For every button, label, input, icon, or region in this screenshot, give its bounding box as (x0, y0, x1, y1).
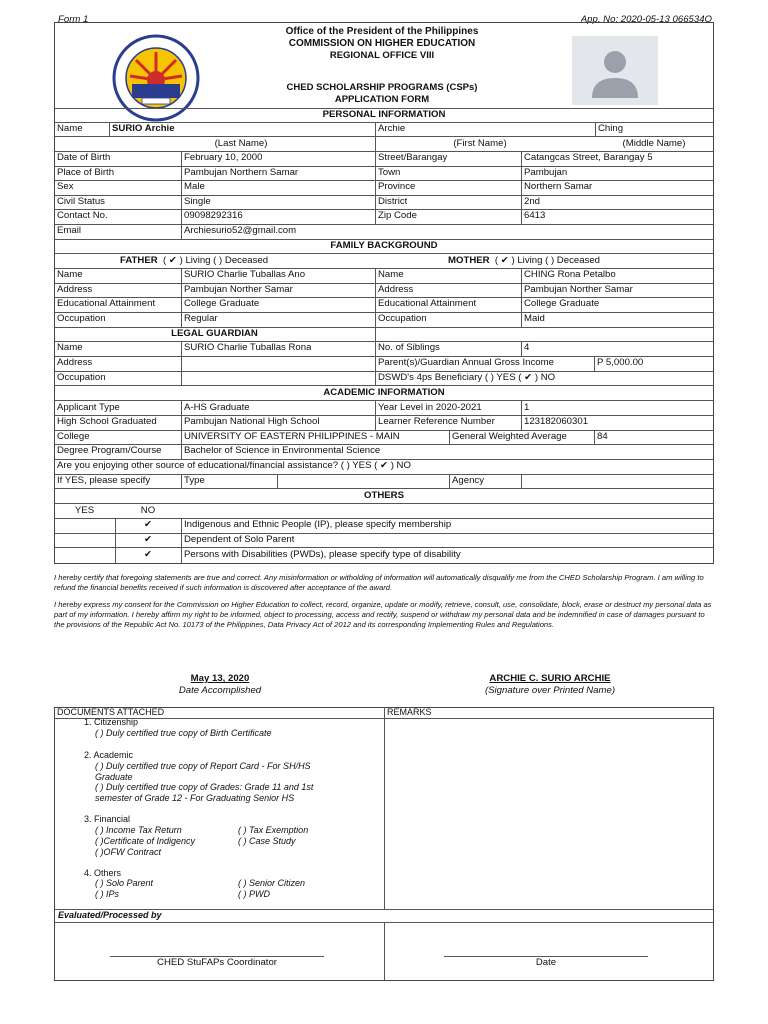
email-label: Email (57, 225, 81, 236)
father-status: ( ✔ ) Living ( ) Deceased (163, 255, 269, 266)
mother-occupation-value: Maid (524, 313, 545, 324)
doc-report-card: ( ) Duly certified true copy of Report Card - For SH/HS (95, 761, 311, 771)
date-accomplished-label: Date Accomplished (178, 685, 262, 696)
section-personal-information: PERSONAL INFORMATION (322, 109, 446, 120)
others-no-header: NO (140, 505, 156, 516)
middle-name-caption: (Middle Name) (622, 138, 686, 149)
printed-name-value: ARCHIE C. SURIO ARCHIE (489, 673, 611, 684)
documents-attached-heading: DOCUMENTS ATTACHED (57, 707, 165, 717)
mother-address-value: Pambujan Norther Samar (524, 284, 633, 295)
pwd-item: Persons with Disabilities (PWDs), please specify type of disability (184, 549, 461, 560)
email-value: Archiesurio52@gmail.com (184, 225, 297, 236)
father-name-value: SURIO Charlie Tuballas Ano (184, 269, 306, 280)
mother-occupation-label: Occupation (378, 313, 427, 324)
mother-heading (448, 254, 600, 268)
pob-value: Pambujan Northern Samar (184, 167, 299, 178)
doc-grades: ( ) Duly certified true copy of Grades: Grade 11 and 1st (95, 782, 314, 792)
avatar-icon (572, 36, 658, 105)
signature-label: (Signature over Printed Name) (484, 685, 616, 696)
form-label: Form 1 (58, 14, 89, 25)
form-title: CHED SCHOLARSHIP PROGRAMS (CSPs) (286, 82, 478, 93)
header-region: REGIONAL OFFICE VIII (329, 50, 435, 61)
guardian-occupation-label: Occupation (57, 372, 106, 383)
degree-label: Degree Program/Course (57, 445, 162, 456)
guardian-address-label: Address (57, 357, 93, 368)
academic-heading: 2. Academic (84, 750, 134, 760)
sex-label: Sex (57, 181, 74, 192)
guardian-name-label: Name (57, 342, 83, 353)
doc-ofw-contract: ( )OFW Contract (95, 847, 162, 857)
data-privacy-consent: I hereby express my consent for the Commission on Higher Education to collect, record, organize, update or modify, retrieve, consult, use, consolidate, block, erase or destruct my personal data as part of my information. I hereby affirm my right to be informed, object to processing, access and rectify, suspend or withdraw my personal data and be indemnified in case of damages pursuant to the provisions of the Republic Act No. 10173 of the Philippines, Data Privacy Act of 2012 and its corresponding Implementing Rules and Regulations. (54, 600, 712, 629)
doc-senior-citizen: ( ) Senior Citizen (238, 878, 306, 888)
pwd-no-check: ✔ (143, 549, 153, 560)
year-level-value: 1 (524, 402, 530, 413)
dswd-4ps-field: DSWD's 4ps Beneficiary ( ) YES ( ✔ ) NO (378, 372, 556, 383)
high-school-value: Pambujan National High School (184, 416, 320, 427)
other-assistance-question: Are you enjoying other source of educational/financial assistance? ( ) YES ( ✔ ) NO (57, 460, 411, 471)
doc-birth-certificate: ( ) Duly certified true copy of Birth Certificate (95, 728, 272, 738)
agency-label: Agency (452, 475, 484, 486)
street-value: Catangcas Street, Barangay 5 (524, 152, 653, 163)
section-others: OTHERS (364, 490, 404, 501)
applicant-type-value: A-HS Graduate (184, 402, 250, 413)
name-label: Name (57, 123, 83, 134)
mother-label: MOTHER (448, 255, 490, 266)
province-label: Province (378, 181, 416, 192)
first-name-caption: (First Name) (453, 138, 507, 149)
town-value: Pambujan (524, 167, 568, 178)
civil-status-label: Civil Status (57, 196, 105, 207)
father-label: FATHER (120, 255, 158, 266)
mother-status: ( ✔ ) Living ( ) Deceased (494, 255, 600, 266)
income-value: P 5,000.00 (597, 357, 644, 368)
others-doc-heading: 4. Others (84, 868, 122, 878)
college-label: College (57, 431, 90, 442)
others-yes-header: YES (74, 505, 95, 516)
lrn-label: Learner Reference Number (378, 416, 495, 427)
remarks-heading: REMARKS (387, 707, 432, 717)
doc-grades-cont: semester of Grade 12 - For Graduating Senior HS (95, 793, 295, 803)
evaluated-by-label: Evaluated/Processed by (58, 910, 162, 920)
province-value: Northern Samar (524, 181, 593, 192)
form-subtitle: APPLICATION FORM (334, 94, 430, 105)
siblings-value: 4 (524, 342, 530, 353)
middle-name-value: Ching (598, 123, 624, 134)
gwa-value: 84 (597, 431, 608, 442)
father-occupation-label: Occupation (57, 313, 106, 324)
father-address-label: Address (57, 284, 93, 295)
ip-item: Indigenous and Ethnic People (IP), please specify membership (184, 519, 452, 530)
coordinator-label: CHED StuFAPs Coordinator (157, 957, 277, 968)
doc-report-card-cont: Graduate (95, 772, 133, 782)
mother-name-label: Name (378, 269, 404, 280)
gwa-label: General Weighted Average (452, 431, 567, 442)
town-label: Town (378, 167, 401, 178)
dob-value: February 10, 2000 (184, 152, 263, 163)
high-school-label: High School Graduated (57, 416, 157, 427)
doc-solo-parent: ( ) Solo Parent (95, 878, 154, 888)
date-accomplished-value: May 13, 2020 (190, 673, 250, 684)
doc-certificate-indigency: ( )Certificate of Indigency (95, 836, 196, 846)
header-commission: COMMISSION ON HIGHER EDUCATION (288, 38, 476, 49)
section-academic-information: ACADEMIC INFORMATION (323, 387, 445, 398)
financial-heading: 3. Financial (84, 814, 131, 824)
last-name-value: SURIO Archie (112, 123, 175, 134)
certification-statement: I hereby certify that foregoing statements are true and correct. Any misinformation or witholding of information will automatically disqualify me from the CHED Scholarship Program. I am willing to refund the financial benefits received if such information is discovered after acceptance of the award. (54, 573, 704, 592)
college-value: UNIVERSITY OF EASTERN PHILIPPINES - MAIN (184, 431, 400, 442)
sex-value: Male (184, 181, 205, 192)
doc-pwd: ( ) PWD (238, 889, 270, 899)
type-label: Type (184, 475, 205, 486)
doc-tax-exemption: ( ) Tax Exemption (238, 825, 309, 835)
siblings-label: No. of Siblings (378, 342, 440, 353)
guardian-name-value: SURIO Charlie Tuballas Rona (184, 342, 312, 353)
solo-parent-no-check: ✔ (143, 534, 153, 545)
section-family-background: FAMILY BACKGROUND (330, 240, 438, 251)
applicant-photo (572, 36, 658, 105)
year-level-label: Year Level in 2020-2021 (378, 402, 482, 413)
father-education-label: Educational Attainment (57, 298, 156, 309)
dob-label: Date of Birth (57, 152, 111, 163)
mother-education-value: College Graduate (524, 298, 600, 309)
if-yes-label: If YES, please specify (57, 475, 151, 486)
mother-address-label: Address (378, 284, 414, 295)
solo-parent-item: Dependent of Solo Parent (184, 534, 295, 545)
evaluation-date-label: Date (535, 957, 557, 968)
civil-status-value: Single (184, 196, 211, 207)
degree-value: Bachelor of Science in Environmental Science (184, 445, 381, 456)
father-occupation-value: Regular (184, 313, 218, 324)
last-name-caption: (Last Name) (214, 138, 268, 149)
legal-guardian-heading: LEGAL GUARDIAN (171, 328, 258, 339)
father-address-value: Pambujan Norther Samar (184, 284, 293, 295)
doc-ips: ( ) IPs (95, 889, 119, 899)
contact-value: 09098292316 (184, 210, 243, 221)
lrn-value: 123182060301 (524, 416, 589, 427)
district-label: District (378, 196, 408, 207)
header-office: Office of the President of the Philippines (285, 26, 479, 37)
zip-label: Zip Code (378, 210, 417, 221)
zip-value: 6413 (524, 210, 546, 221)
doc-case-study: ( ) Case Study (238, 836, 296, 846)
street-label: Street/Barangay (378, 152, 448, 163)
applicant-type-label: Applicant Type (57, 402, 120, 413)
citizenship-heading: 1. Citizenship (84, 717, 139, 727)
contact-label: Contact No. (57, 210, 108, 221)
father-name-label: Name (57, 269, 83, 280)
father-education-value: College Graduate (184, 298, 260, 309)
ip-no-check: ✔ (143, 519, 153, 530)
father-heading (120, 254, 268, 268)
application-number: App. No: 2020-05-13 066534O (580, 14, 712, 25)
income-label: Parent(s)/Guardian Annual Gross Income (378, 357, 554, 368)
district-value: 2nd (524, 196, 541, 207)
mother-education-label: Educational Attainment (378, 298, 477, 309)
first-name-value: Archie (378, 123, 406, 134)
doc-income-tax-return: ( ) Income Tax Return (95, 825, 182, 835)
pob-label: Place of Birth (57, 167, 115, 178)
mother-name-value: CHING Rona Petalbo (524, 269, 616, 280)
